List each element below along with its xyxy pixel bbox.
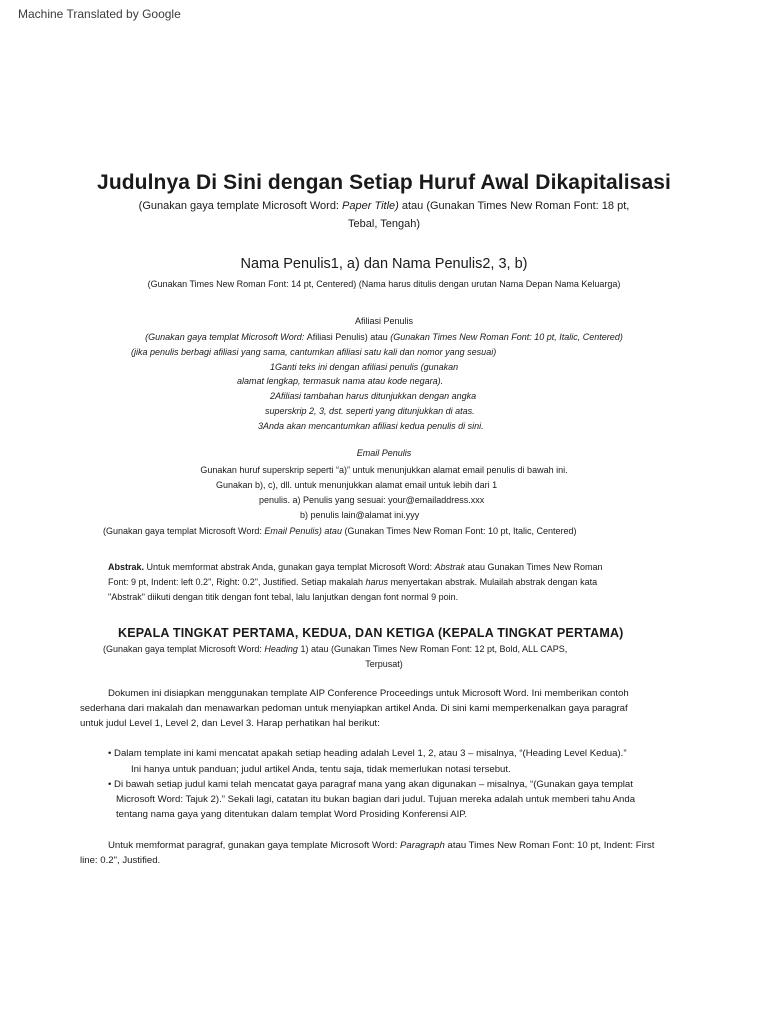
paper-title: Judulnya Di Sini dengan Setiap Huruf Awal Dikapitalisasi xyxy=(97,171,671,194)
body-paragraph-line: Dokumen ini disiapkan menggunakan template AIP Conference Proceedings untuk Microsoft Word. Ini memberikan contoh xyxy=(108,688,629,699)
abstract-label: Abstrak. xyxy=(108,562,145,572)
title-note-text-2: atau (Gunakan Times New Roman Font: 18 pt, xyxy=(398,200,630,212)
body-paragraph-line: untuk judul Level 1, Level 2, dan Level 3. Harap perhatikan hal berikut: xyxy=(80,718,380,729)
author-names: Nama Penulis1, a) dan Nama Penulis2, 3, b) xyxy=(240,256,528,272)
affiliation-heading: Afiliasi Penulis xyxy=(354,316,414,326)
affiliation-line: 1Ganti teks ini dengan afiliasi penulis (gunakan xyxy=(270,362,459,372)
affiliation-line: (jika penulis berbagi afiliasi yang sama, cantumkan afiliasi satu kali dan nomor yang sesuai) xyxy=(131,347,497,357)
affil-note-italic: (Gunakan gaya templat Microsoft Word: xyxy=(145,332,307,342)
email-line: Gunakan b), c), dll. untuk menunjukkan alamat email untuk lebih dari 1 xyxy=(216,480,498,490)
abstract-line: Font: 9 pt, Indent: left 0.2", Right: 0.2", Justified. Setiap makalah harus menyertakan abstrak. Mulailah abstrak dengan kata xyxy=(108,577,598,587)
section-style-note-line2: Terpusat) xyxy=(365,659,403,669)
email-heading: Email Penulis xyxy=(356,448,412,458)
email-line: penulis. a) Penulis yang sesuai: your@emailaddress.xxx xyxy=(259,495,485,505)
author-names-note: (Gunakan Times New Roman Font: 14 pt, Centered) (Nama harus ditulis dengan urutan Nama Depan Nama Keluarga) xyxy=(147,279,621,289)
body-paragraph-line: sederhana dari makalah dan menawarkan pedoman untuk menyiapkan artikel Anda. Di sini kami memperkenalkan gaya paragraf xyxy=(80,703,628,714)
list-item-continuation: tentang nama gaya yang ditentukan dalam templat Word Prosiding Konferensi AIP. xyxy=(116,809,468,820)
machine-translation-banner: Machine Translated by Google xyxy=(18,7,181,21)
affiliation-line: 2Afiliasi tambahan harus ditunjukkan dengan angka xyxy=(270,391,477,401)
body-paragraph-line: Untuk memformat paragraf, gunakan gaya template Microsoft Word: Paragraph atau Times New Roman Font: 10 pt, Indent: First xyxy=(108,840,655,851)
title-style-note xyxy=(0,200,768,212)
affiliation-line: alamat lengkap, termasuk nama atau kode negara). xyxy=(237,376,444,386)
email-note-italic: Email Penulis) atau xyxy=(264,526,345,536)
affiliation-line: 3Anda akan mencantumkan afiliasi kedua penulis di sini. xyxy=(258,421,484,431)
email-line: b) penulis lain@alamat ini.yyy xyxy=(300,510,420,520)
abstract-line: "Abstrak" diikuti dengan titik dengan font tebal, lalu lanjutkan dengan font normal 9 poin. xyxy=(108,592,459,602)
abstract-line: Abstrak. Untuk memformat abstrak Anda, gunakan gaya templat Microsoft Word: Abstrak atau Gunakan Times New Roman xyxy=(108,562,603,572)
list-item: • Di bawah setiap judul kami telah mencatat gaya paragraf mana yang akan digunakan – misalnya, “(Gunakan gaya templat xyxy=(108,779,633,790)
body-paragraph-line: line: 0.2", Justified. xyxy=(80,855,161,866)
affil-note-italic-2: (Gunakan Times New Roman Font: 10 pt, Italic, Centered) xyxy=(390,332,623,342)
email-note-text: (Gunakan gaya templat Microsoft Word: xyxy=(103,526,265,536)
list-item-continuation: Ini hanya untuk panduan; judul artikel Anda, tentu saja, tidak memerlukan notasi tersebut. xyxy=(131,764,511,775)
section-style-note: (Gunakan gaya templat Microsoft Word: Heading 1) atau (Gunakan Times New Roman Font: 12 pt, Bold, ALL CAPS, xyxy=(103,644,568,654)
section-heading: KEPALA TINGKAT PERTAMA, KEDUA, DAN KETIGA (KEPALA TINGKAT PERTAMA) xyxy=(118,626,624,640)
title-style-note-line2: Tebal, Tengah) xyxy=(348,218,420,230)
affil-note-text: Afiliasi Penulis) atau xyxy=(306,332,391,342)
title-note-text: (Gunakan gaya template Microsoft Word: xyxy=(138,200,343,212)
email-style-note xyxy=(103,526,577,536)
list-item: • Dalam template ini kami mencatat apakah setiap heading adalah Level 1, 2, atau 3 – misalnya, “(Heading Level Kedua).” xyxy=(108,748,627,759)
email-line: Gunakan huruf superskrip seperti “a)” untuk menunjukkan alamat email penulis di bawah ini. xyxy=(200,465,568,475)
affiliation-line: superskrip 2, 3, dst. seperti yang ditunjukkan di atas. xyxy=(265,406,475,416)
title-note-italic: Paper Title) xyxy=(342,200,399,212)
email-note-text-2: (Gunakan Times New Roman Font: 10 pt, Italic, Centered) xyxy=(344,526,577,536)
list-item-continuation: Microsoft Word: Tajuk 2).” Sekali lagi, catatan itu bukan bagian dari judul. Tujuan mereka adalah untuk memberi tahu Anda xyxy=(116,794,636,805)
affiliation-style-note xyxy=(0,332,768,342)
